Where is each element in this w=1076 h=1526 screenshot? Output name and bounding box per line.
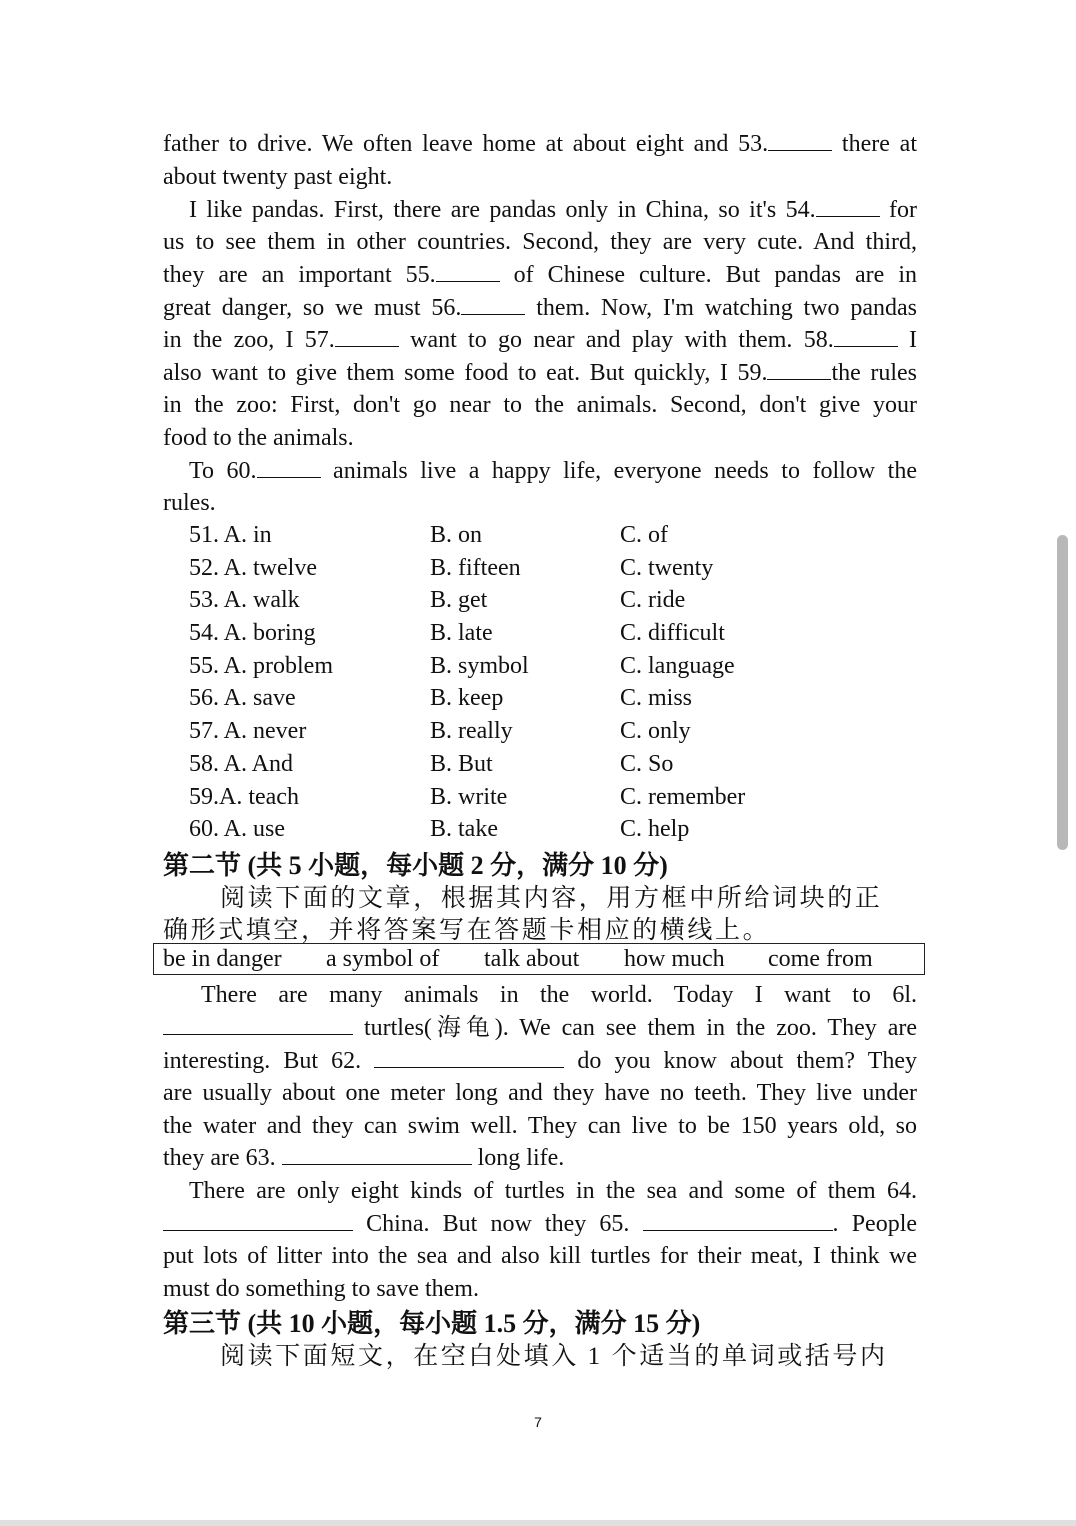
instruction-text: 确形式填空，并将答案写在答题卡相应的横线上。 [163,917,771,944]
option-row: 59.A. teach B. write C. remember [189,783,746,810]
passage-line: There are only eight kinds of turtles in the sea and some of them 64. [189,1178,917,1204]
passage-line: in the zoo, I 57. want to go near and play with them. 58. I [163,324,917,357]
option-row: 58. A. And B. But C. So [189,750,674,777]
passage-line: in the zoo: First, don't go near to the animals. Second, don't give your [163,392,917,418]
option-row: 56. A. save B. keep C. miss [189,685,693,712]
word-bank-item: be in danger [163,946,282,972]
option-row: 52. A. twelve B. fifteen C. twenty [189,554,714,581]
word-bank-box [153,943,925,975]
option-row: 53. A. walk B. get C. ride [189,587,686,614]
word-bank-item: come from [768,946,873,972]
page-bottom-edge [0,1520,1076,1526]
passage-line: us to see them in other countries. Second, they are very cute. And third, [163,229,917,255]
passage-line: are usually about one meter long and they have no teeth. They live under [163,1080,917,1106]
passage-line: rules. [163,490,216,516]
passage-line: food to the animals. [163,425,354,451]
passage-line: about twenty past eight. [163,164,393,190]
word-bank-item: how much [624,946,725,972]
option-row: 54. A. boring B. late C. difficult [189,620,725,647]
passage-line: To 60. animals live a happy life, everyone needs to follow the [163,455,917,488]
passage-line: they are 63. long life. [163,1142,917,1175]
section-heading: 第三节 (共 10 小题，每小题 1.5 分，满分 15 分) [163,1309,701,1338]
passage-line: I like pandas. First, there are pandas only in China, so it's 54. for [163,194,917,227]
passage-line: the water and they can swim well. They can live to be 150 years old, so [163,1113,917,1139]
passage-line: father to drive. We often leave home at about eight and 53. there at [163,128,917,161]
passage-line: interesting. But 62. do you know about them? They [163,1045,917,1078]
word-bank-item: a symbol of [326,946,440,972]
passage-line: also want to give them some food to eat. But quickly, I 59. the rules [163,357,917,390]
scrollbar-thumb[interactable] [1057,535,1068,850]
page-number: 7 [534,1414,542,1430]
word-bank-item: talk about [484,946,580,972]
instruction-text: 阅读下面的文章，根据其内容，用方框中所给词块的正 [220,885,883,912]
section-heading: 第二节 (共 5 小题，每小题 2 分，满分 10 分) [163,851,668,880]
option-row: 51. A. in B. on C. of [189,522,668,548]
answer-options [189,519,889,846]
passage-line: they are an important 55. of Chinese culture. But pandas are in [163,259,917,292]
option-row: 60. A. use B. take C. help [189,816,690,843]
option-row: 55. A. problem B. symbol C. language [189,652,735,679]
passage-line: There are many animals in the world. Today I want to 6l. [201,982,917,1008]
option-row: 57. A. never B. really C. only [189,718,691,745]
passage-line: must do something to save them. [163,1276,479,1302]
passage-line: put lots of litter into the sea and also kill turtles for their meat, I think we [163,1243,917,1269]
passage-line: great danger, so we must 56. them. Now, I'm watching two pandas [163,292,917,325]
instruction-text: 阅读下面短文，在空白处填入 1 个适当的单词或括号内 [220,1343,888,1370]
passage-line: turtles(海龟). We can see them in the zoo. They are [163,1012,917,1045]
passage-line: China. But now they 65. . People [163,1208,917,1241]
